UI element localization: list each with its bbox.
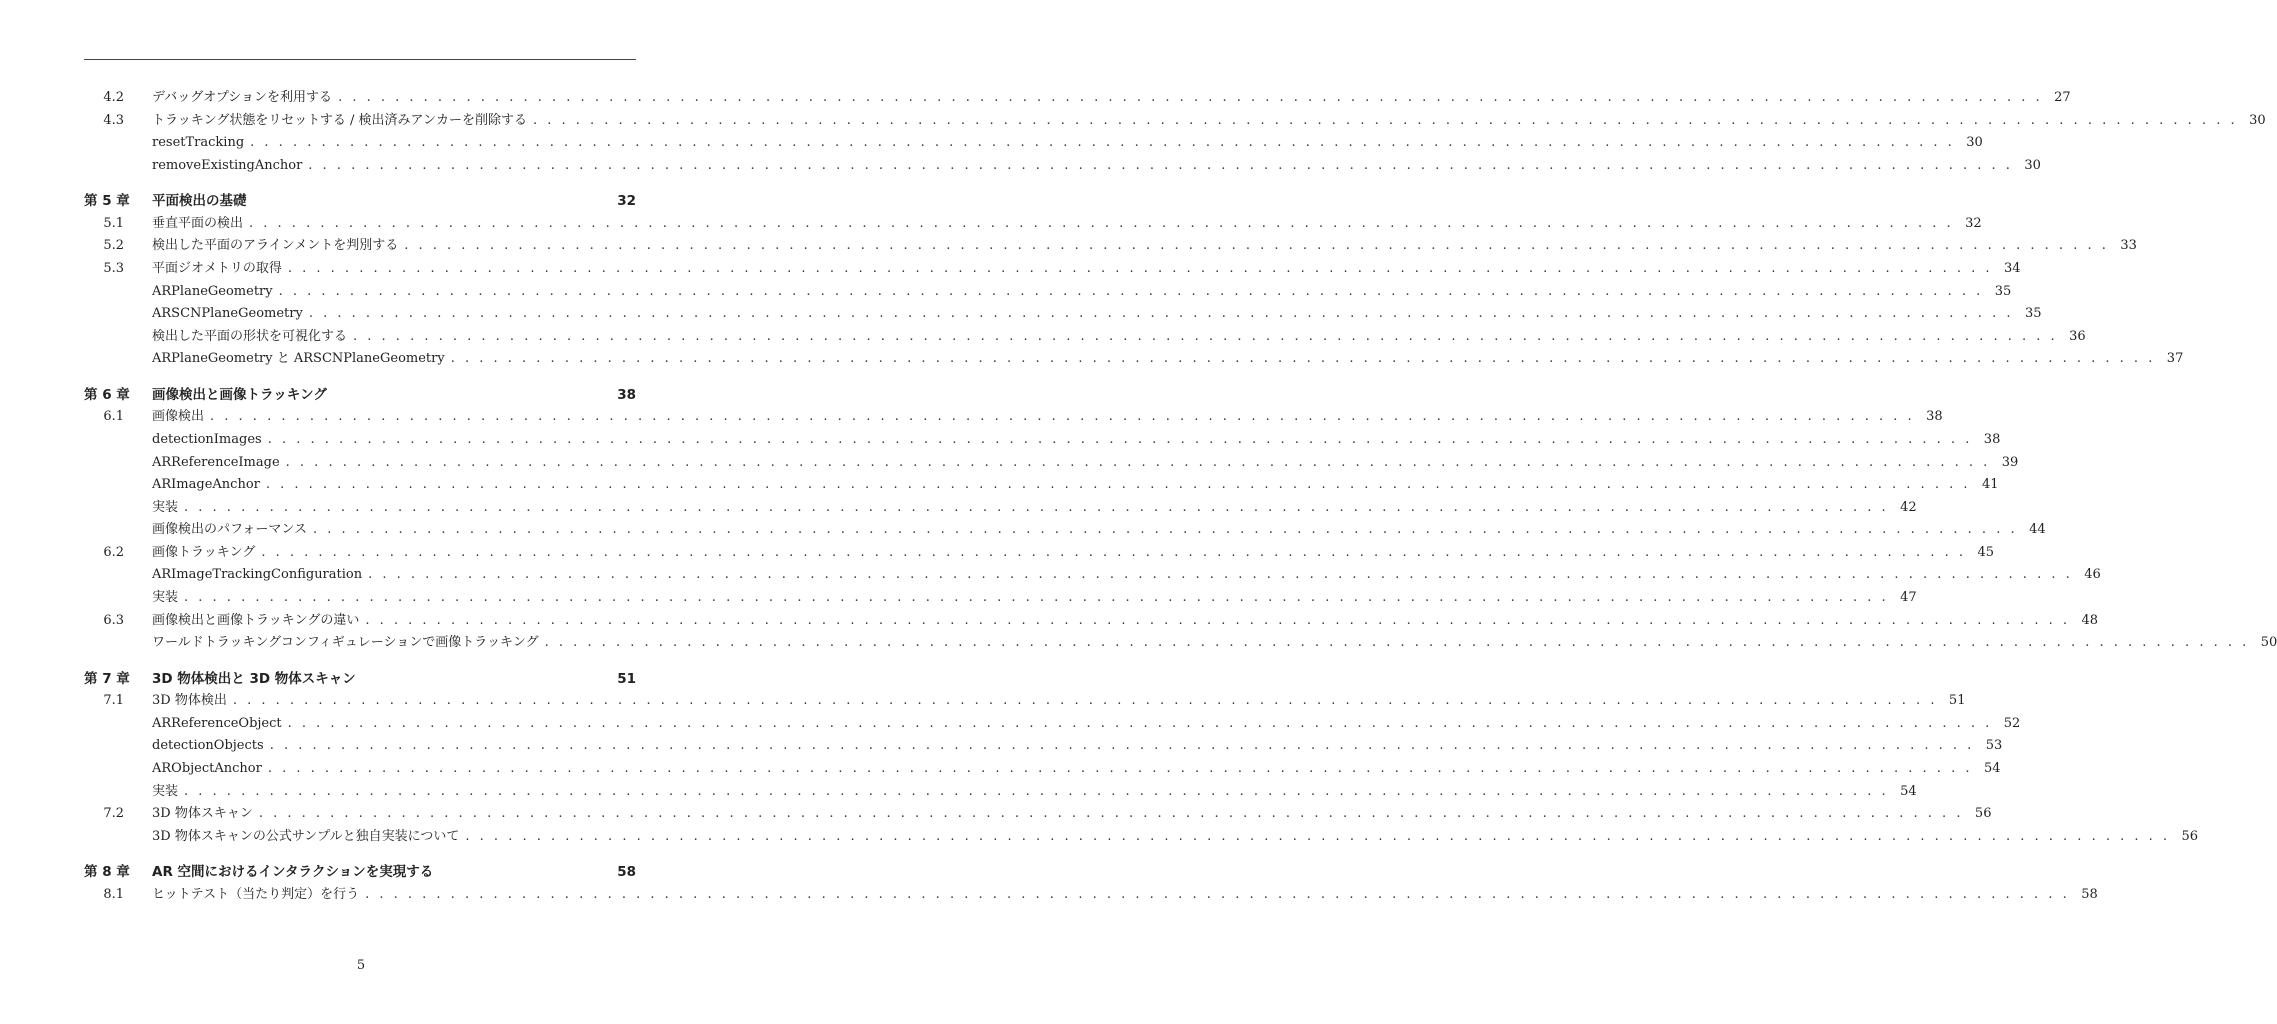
chapter-title: AR 空間におけるインタラクションを実現する (152, 864, 434, 881)
entry-page: 47 (1900, 590, 1917, 606)
entry-title: 検出した平面の形状を可視化する (152, 328, 348, 344)
entry-title: 平面ジオメトリの取得 (152, 260, 282, 276)
entry-page: 41 (1981, 477, 1999, 493)
entry-title: 3D 物体スキャンの公式サンプルと独自実装について (152, 828, 460, 844)
entry-title: 垂直平面の検出 (152, 215, 244, 231)
dot-leader: . . . . . . . . . . . . . . . . . . . . . . . . . . . . . . . . . . . . . . . . . . . . . . . . . . . . . . . . . . . . . . . . . . . . . . . . . . . . . . . . . . . . . . . . . . . . . . . . . . . . . . . . . . . . . . . . . . . . . . . . (250, 135, 1955, 151)
entry-title: ARReferenceObject (152, 715, 282, 731)
entry-title: ARImageTrackingConfiguration (152, 567, 363, 583)
dot-leader: . . . . . . . . . . . . . . . . . . . . . . . . . . . . . . . . . . . . . . . . . . . . . . . . . . . . . . . . . . . . . . . . . . . . . . . . . . . . . . . . . . . . . . . . . . . . . . . . . . . . . . . . . . . . . . . . . . . . . . . . (184, 499, 1889, 515)
chapter-page: 38 (617, 386, 636, 403)
entry-title: 検出した平面のアラインメントを判別する (152, 238, 399, 254)
entry-title: ARPlaneGeometry (152, 283, 273, 299)
chapter-label: 第 8 章 (84, 864, 130, 881)
dot-leader: . . . . . . . . . . . . . . . . . . . . . . . . . . . . . . . . . . . . . . . . . . . . . . . . . . . . . . . . . . . . . . . . . . . . . . . . . . . . . . . . . . . . . . . . . . . . . . . . . . . . . . . . . . . . . . . . . . . . . . . . (265, 477, 1971, 493)
toc-section (84, 235, 2137, 258)
toc-item (84, 429, 2001, 452)
section-number: 5.2 (103, 238, 124, 254)
section-number: 7.2 (103, 806, 124, 822)
dot-leader: . . . . . . . . . . . . . . . . . . . . . . . . . . . . . . . . . . . . . . . . . . . . . . . . . . . . . . . . . . . . . . . . . . . . . . . . . . . . . . . . . . . . . . . . . . . . . . . . . . . . . . . . . . . . . . . . . . . . . . . . (249, 215, 1954, 231)
chapter-label: 第 5 章 (84, 193, 130, 210)
chapter-title: 平面検出の基礎 (152, 193, 247, 210)
entry-title: ワールドトラッキングコンフィギュレーションで画像トラッキング (152, 635, 539, 651)
toc-section (84, 803, 1992, 826)
header-rule (84, 59, 636, 60)
section-number: 6.2 (103, 544, 124, 560)
toc-item (84, 564, 2101, 587)
entry-page: 34 (2003, 260, 2021, 276)
entry-title: detectionObjects (152, 738, 264, 754)
entry-page: 45 (1977, 544, 1994, 560)
dot-leader: . . . . . . . . . . . . . . . . . . . . . . . . . . . . . . . . . . . . . . . . . . . . . . . . . . . . . . . . . . . . . . . . . . . . . . . . . . . . . . . . . . . . . . . . . . . . . . . . . . . . . . . . . . . . . . . . . . . . . . . . (365, 612, 2070, 628)
dot-leader: . . . . . . . . . . . . . . . . . . . . . . . . . . . . . . . . . . . . . . . . . . . . . . . . . . . . . . . . . . . . . . . . . . . . . . . . . . . . . . . . . . . . . . . . . . . . . . . . . . . . . . . . . . . . . . . . . . . . . . . . (184, 590, 1889, 606)
section-number: 7.1 (103, 693, 124, 709)
dot-leader: . . . . . . . . . . . . . . . . . . . . . . . . . . . . . . . . . . . . . . . . . . . . . . . . . . . . . . . . . . . . . . . . . . . . . . . . . . . . . . . . . . . . . . . . . . . . . . . . . . . . . . . . . . . . . . . . . . . . . . . . (261, 544, 1966, 560)
toc-section (84, 258, 2021, 281)
dot-leader: . . . . . . . . . . . . . . . . . . . . . . . . . . . . . . . . . . . . . . . . . . . . . . . . . . . . . . . . . . . . . . . . . . . . . . . . . . . . . . . . . . . . . . . . . . . . . . . . . . . . . . . . . . . . . . . . . . . . . . . . (285, 454, 1991, 470)
toc-item (84, 155, 2041, 178)
chapter-title: 画像検出と画像トラッキング (152, 386, 327, 403)
entry-title: 3D 物体スキャン (152, 806, 253, 822)
entry-page: 35 (1994, 283, 2012, 299)
entry-page: 54 (1900, 783, 1917, 799)
entry-page: 35 (2024, 306, 2042, 322)
page-number: 5 (356, 958, 366, 973)
entry-page: 42 (1900, 499, 1917, 515)
toc-item (84, 713, 2021, 736)
entry-page: 30 (2024, 157, 2041, 173)
entry-page: 36 (2069, 328, 2086, 344)
entry-page: 53 (1985, 738, 2003, 754)
toc-chapter (84, 861, 636, 884)
dot-leader: . . . . . . . . . . . . . . . . . . . . . . . . . . . . . . . . . . . . . . . . . . . . . . . . . . . . . . . . . . . . . . . . . . . . . . . . . . . . . . . . . . . . . . . . . . . . . . . . . . . . . . . . . . . . . . . . . . . . . . . . (258, 806, 1964, 822)
entry-title: detectionImages (152, 431, 262, 447)
entry-page: 58 (2081, 886, 2098, 902)
entry-title: 画像検出 (152, 409, 205, 425)
dot-leader: . . . . . . . . . . . . . . . . . . . . . . . . . . . . . . . . . . . . . . . . . . . . . . . . . . . . . . . . . . . . . . . . . . . . . . . . . . . . . . . . . . . . . . . . . . . . . . . . . . . . . . . . . . . . . . . . . . . . . . . . (353, 328, 2058, 344)
dot-leader: . . . . . . . . . . . . . . . . . . . . . . . . . . . . . . . . . . . . . . . . . . . . . . . . . . . . . . . . . . . . . . . . . . . . . . . . . . . . . . . . . . . . . . . . . . . . . . . . . . . . . . . . . . . . . . . . . . . . . . . . (287, 715, 1993, 731)
toc-item (84, 735, 2003, 758)
entry-page: 52 (2003, 715, 2021, 731)
dot-leader: . . . . . . . . . . . . . . . . . . . . . . . . . . . . . . . . . . . . . . . . . . . . . . . . . . . . . . . . . . . . . . . . . . . . . . . . . . . . . . . . . . . . . . . . . . . . . . . . . . . . . . . . . . . . . . . . . . . . . . . . (210, 409, 1915, 425)
toc-item (84, 826, 2199, 849)
entry-page: 27 (2054, 90, 2071, 105)
dot-leader: . . . . . . . . . . . . . . . . . . . . . . . . . . . . . . . . . . . . . . . . . . . . . . . . . . . . . . . . . . . . . . . . . . . . . . . . . . . . . . . . . . . . . . . . . . . . . . . . . . . . . . . . . . . . . . . . . . . . . . . . (269, 738, 1975, 754)
entry-page: 32 (1965, 215, 1982, 231)
dot-leader: . . . . . . . . . . . . . . . . . . . . . . . . . . . . . . . . . . . . . . . . . . . . . . . . . . . . . . . . . . . . . . . . . . . . . . . . . . . . . . . . . . . . . . . . . . . . . . . . . . . . . . . . . . . . . . . . . . . . . . . . (404, 238, 2109, 254)
chapter-label: 第 7 章 (84, 670, 130, 687)
entry-page: 54 (1983, 761, 2001, 777)
entry-title: ARReferenceImage (152, 454, 280, 470)
entry-title: resetTracking (152, 135, 245, 151)
dot-leader: . . . . . . . . . . . . . . . . . . . . . . . . . . . . . . . . . . . . . . . . . . . . . . . . . . . . . . . . . . . . . . . . . . . . . . . . . . . . . . . . . . . . . . . . . . . . . . . . . . . . . . . . . . . . . . . . . . . . . . . . (267, 431, 1973, 447)
entry-page: 56 (1974, 806, 1992, 822)
toc-item (84, 781, 1917, 804)
entry-page: 46 (2084, 567, 2101, 583)
toc-section (84, 213, 1982, 236)
chapter-title: 3D 物体検出と 3D 物体スキャン (152, 670, 356, 687)
dot-leader: . . . . . . . . . . . . . . . . . . . . . . . . . . . . . . . . . . . . . . . . . . . . . . . . . . . . . . . . . . . . . . . . . . . . . . . . . . . . . . . . . . . . . . . . . . . . . . . . . . . . . . . . . . . . . . . . . . . . . . . . (544, 635, 2250, 651)
section-number: 6.3 (103, 612, 124, 628)
toc-section (84, 406, 1943, 429)
entry-page: 51 (1948, 693, 1966, 709)
toc-section (84, 884, 2098, 907)
entry-title: 実装 (152, 590, 179, 606)
entry-title: ヒットテスト（当たり判定）を行う (152, 886, 360, 902)
toc-item (84, 132, 1983, 155)
section-number: 4.3 (103, 112, 124, 128)
dot-leader: . . . . . . . . . . . . . . . . . . . . . . . . . . . . . . . . . . . . . . . . . . . . . . . . . . . . . . . . . . . . . . . . . . . . . . . . . . . . . . . . . . . . . . . . . . . . . . . . . . . . . . . . . . . . . . . . . . . . . . . . (267, 761, 1973, 777)
entry-title: 画像トラッキング (152, 544, 256, 560)
toc-item (84, 326, 2086, 349)
entry-title: ARPlaneGeometry と ARSCNPlaneGeometry (152, 351, 445, 367)
entry-page: 33 (2120, 238, 2137, 254)
entry-page: 30 (1966, 135, 1983, 151)
toc-item (84, 519, 2046, 542)
chapter-label: 第 6 章 (84, 386, 130, 403)
dot-leader: . . . . . . . . . . . . . . . . . . . . . . . . . . . . . . . . . . . . . . . . . . . . . . . . . . . . . . . . . . . . . . . . . . . . . . . . . . . . . . . . . . . . . . . . . . . . . . . . . . . . . . . . . . . . . . . . . . . . . . . . (532, 112, 2238, 128)
toc-item (84, 474, 1999, 497)
dot-leader: . . . . . . . . . . . . . . . . . . . . . . . . . . . . . . . . . . . . . . . . . . . . . . . . . . . . . . . . . . . . . . . . . . . . . . . . . . . . . . . . . . . . . . . . . . . . . . . . . . . . . . . . . . . . . . . . . . . . . . . . (338, 90, 2043, 105)
dot-leader: . . . . . . . . . . . . . . . . . . . . . . . . . . . . . . . . . . . . . . . . . . . . . . . . . . . . . . . . . . . . . . . . . . . . . . . . . . . . . . . . . . . . . . . . . . . . . . . . . . . . . . . . . . . . . . . . . . . . . . . . (450, 351, 2156, 367)
entry-page: 44 (2029, 522, 2046, 538)
entry-title: 実装 (152, 783, 179, 799)
entry-page: 48 (2081, 612, 2098, 628)
toc-item (84, 452, 2019, 475)
chapter-page: 58 (617, 864, 636, 881)
toc-section (84, 610, 2098, 633)
section-number: 4.2 (103, 90, 124, 105)
dot-leader: . . . . . . . . . . . . . . . . . . . . . . . . . . . . . . . . . . . . . . . . . . . . . . . . . . . . . . . . . . . . . . . . . . . . . . . . . . . . . . . . . . . . . . . . . . . . . . . . . . . . . . . . . . . . . . . . . . . . . . . . (184, 783, 1889, 799)
entry-title: 画像検出と画像トラッキングの違い (152, 612, 360, 628)
dot-leader: . . . . . . . . . . . . . . . . . . . . . . . . . . . . . . . . . . . . . . . . . . . . . . . . . . . . . . . . . . . . . . . . . . . . . . . . . . . . . . . . . . . . . . . . . . . . . . . . . . . . . . . . . . . . . . . . . . . . . . . . (308, 306, 2014, 322)
toc-item (84, 587, 1917, 610)
entry-page: 38 (1983, 431, 2001, 447)
dot-leader: . . . . . . . . . . . . . . . . . . . . . . . . . . . . . . . . . . . . . . . . . . . . . . . . . . . . . . . . . . . . . . . . . . . . . . . . . . . . . . . . . . . . . . . . . . . . . . . . . . . . . . . . . . . . . . . . . . . . . . . . (232, 693, 1938, 709)
toc-item (84, 758, 2001, 781)
chapter-page: 32 (617, 193, 636, 210)
dot-leader: . . . . . . . . . . . . . . . . . . . . . . . . . . . . . . . . . . . . . . . . . . . . . . . . . . . . . . . . . . . . . . . . . . . . . . . . . . . . . . . . . . . . . . . . . . . . . . . . . . . . . . . . . . . . . . . . . . . . . . . . (308, 157, 2013, 173)
toc-item (84, 281, 2012, 304)
entry-page: 50 (2260, 635, 2277, 651)
toc-item (84, 497, 1917, 520)
dot-leader: . . . . . . . . . . . . . . . . . . . . . . . . . . . . . . . . . . . . . . . . . . . . . . . . . . . . . . . . . . . . . . . . . . . . . . . . . . . . . . . . . . . . . . . . . . . . . . . . . . . . . . . . . . . . . . . . . . . . . . . . (278, 283, 1984, 299)
entry-title: 画像検出のパフォーマンス (152, 522, 307, 538)
toc-chapter (84, 384, 636, 407)
entry-title: 実装 (152, 499, 179, 515)
section-number: 8.1 (103, 886, 124, 902)
entry-title: ARSCNPlaneGeometry (152, 306, 303, 322)
section-number: 5.1 (103, 215, 124, 231)
entry-title: 3D 物体検出 (152, 693, 227, 709)
entry-page: 30 (2249, 112, 2266, 128)
section-number: 6.1 (103, 409, 124, 425)
toc-item (84, 303, 2042, 326)
entry-title: removeExistingAnchor (152, 157, 303, 173)
dot-leader: . . . . . . . . . . . . . . . . . . . . . . . . . . . . . . . . . . . . . . . . . . . . . . . . . . . . . . . . . . . . . . . . . . . . . . . . . . . . . . . . . . . . . . . . . . . . . . . . . . . . . . . . . . . . . . . . . . . . . . . . (465, 828, 2171, 844)
toc-section (84, 690, 1966, 713)
dot-leader: . . . . . . . . . . . . . . . . . . . . . . . . . . . . . . . . . . . . . . . . . . . . . . . . . . . . . . . . . . . . . . . . . . . . . . . . . . . . . . . . . . . . . . . . . . . . . . . . . . . . . . . . . . . . . . . . . . . . . . . . (368, 567, 2073, 583)
chapter-page: 51 (617, 670, 636, 687)
entry-page: 39 (2001, 454, 2019, 470)
toc-section (84, 110, 2266, 133)
entry-page: 37 (2166, 351, 2184, 367)
entry-title: ARObjectAnchor (152, 761, 262, 777)
section-number: 5.3 (103, 260, 124, 276)
table-of-contents (84, 87, 2277, 906)
toc-chapter (84, 668, 636, 691)
toc-item (84, 348, 2184, 371)
toc-section (84, 87, 2071, 110)
entry-page: 38 (1926, 409, 1943, 425)
dot-leader: . . . . . . . . . . . . . . . . . . . . . . . . . . . . . . . . . . . . . . . . . . . . . . . . . . . . . . . . . . . . . . . . . . . . . . . . . . . . . . . . . . . . . . . . . . . . . . . . . . . . . . . . . . . . . . . . . . . . . . . . (312, 522, 2018, 538)
dot-leader: . . . . . . . . . . . . . . . . . . . . . . . . . . . . . . . . . . . . . . . . . . . . . . . . . . . . . . . . . . . . . . . . . . . . . . . . . . . . . . . . . . . . . . . . . . . . . . . . . . . . . . . . . . . . . . . . . . . . . . . . (365, 886, 2070, 902)
toc-item (84, 632, 2277, 655)
entry-title: トラッキング状態をリセットする / 検出済みアンカーを削除する (152, 112, 527, 128)
entry-page: 56 (2181, 828, 2199, 844)
toc-chapter (84, 190, 636, 213)
toc-section (84, 542, 1994, 565)
dot-leader: . . . . . . . . . . . . . . . . . . . . . . . . . . . . . . . . . . . . . . . . . . . . . . . . . . . . . . . . . . . . . . . . . . . . . . . . . . . . . . . . . . . . . . . . . . . . . . . . . . . . . . . . . . . . . . . . . . . . . . . . (287, 260, 1993, 276)
entry-title: ARImageAnchor (152, 477, 260, 493)
entry-title: デバッグオプションを利用する (152, 90, 333, 105)
